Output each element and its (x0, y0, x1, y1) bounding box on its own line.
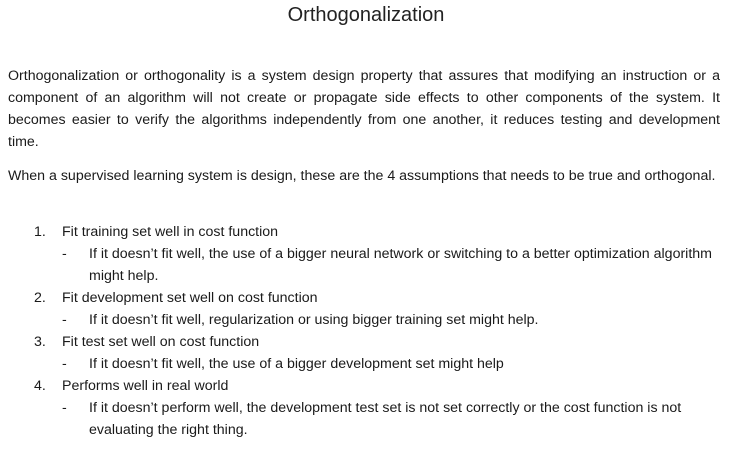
list-item (0, 221, 732, 287)
step-number: 1. (34, 224, 46, 240)
intro-paragraph: Orthogonalization or orthogonality is a system design property that assures that modifying an instruction or a component of an algorithm will not create or propagate side effects to other components of the system. It becomes easier to verify the algorithms independently from one another, it reduces testing and development time. (8, 68, 720, 150)
sub-item (62, 243, 732, 287)
dash-bullet: - (62, 312, 67, 328)
step-detail: If it doesn’t fit well, the use of a bigger development set might help (89, 356, 504, 372)
step-number: 4. (34, 378, 46, 394)
step-detail: If it doesn’t fit well, the use of a bigger neural network or switching to a better optimization algorithm might help. (89, 246, 712, 284)
sub-item (62, 309, 732, 331)
list-item (0, 331, 732, 375)
step-number: 3. (34, 334, 46, 350)
step-detail: If it doesn’t fit well, regularization or using bigger training set might help. (89, 312, 539, 328)
step-number: 2. (34, 290, 46, 306)
list-item (0, 287, 732, 331)
sub-item (62, 397, 732, 441)
step-label: Fit test set well on cost function (62, 334, 260, 350)
dash-bullet: - (62, 400, 67, 416)
step-label: Performs well in real world (62, 378, 229, 394)
dash-bullet: - (62, 246, 67, 262)
step-label: Fit training set well in cost function (62, 224, 279, 240)
sub-item (62, 353, 732, 375)
assumptions-list (0, 221, 732, 441)
list-item (0, 375, 732, 441)
step-detail: If it doesn’t perform well, the development test set is not set correctly or the cost function is not evaluating the right thing. (89, 400, 682, 438)
dash-bullet: - (62, 356, 67, 372)
document-title: Orthogonalization (287, 4, 445, 26)
assumptions-paragraph: When a supervised learning system is design, these are the 4 assumptions that needs to be true and orthogonal. (8, 168, 716, 184)
step-label: Fit development set well on cost function (62, 290, 318, 306)
